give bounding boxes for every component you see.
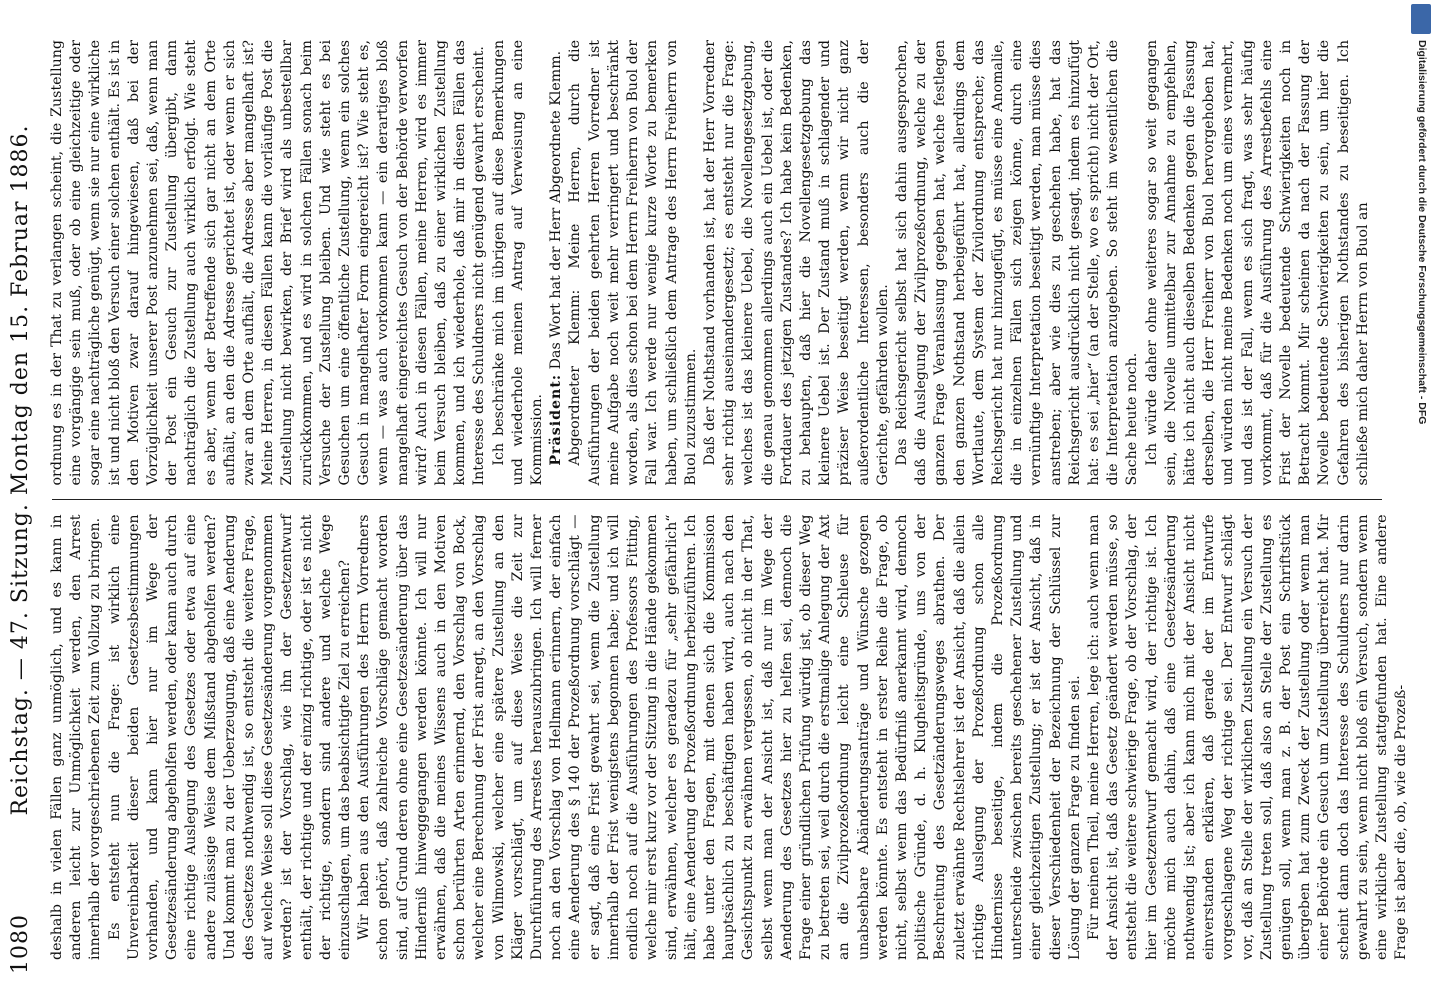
paragraph: Das Reichsgericht selbst hat sich dahin ausgesprochen, daß die Auslegung der Zivilprozeßordnung, welche zu der ganzen Frage Veranlassung gegeben hat, welche festlegen den ganzen Nothstand herbeigeführt hat, allerdings dem Wortlaute, dem System der Zivilordnung entspreche; das Reichsgericht hat nur hinzugefügt, es müsse eine Anomalie, die in einzelnen Fällen sich zeigen könne, durch eine vernünftige Interpretation beseitigt werden, man müsse dies anstreben; aber wie dies zu geschehen habe, hat das Reichsgericht ausdrücklich nicht gesagt, indem es hinzufügt hat: es sei „hier“ (an der Stelle, wo es spricht) nicht der Ort, die Interpretation anzugeben. So steht im wesentlichen die Sache heute noch. — [893, 40, 1141, 486]
paragraph: ordnung es in der That zu verlangen scheint, die Zustellung eine vorgängige sein muß, oder ob eine gleichzeitige oder sogar eine nachträgliche genügt, wenn sie nur eine wirkliche ist und nicht bloß den Versuch einer solchen enthält. Es ist in den Motiven zwar darauf hingewiesen, daß bei der Vorzüglichkeit unserer Post anzunehmen sei, daß, wenn man der Post ein Gesuch zur Zustellung übergibt, dann nachträglich die Zustellung auch wirklich erfolgt. Wie steht es aber, wenn der Betreffende sich gar nicht an dem Orte aufhält, an den die Adresse gerichtet ist, oder wenn er sich zwar an dem Orte aufhält, die Adresse aber mangelhaft ist? Meine Herren, in diesen Fällen kann die vorläufige Post die Zustellung nicht bewirken, der Brief wird als unbestellbar zurückkommen, und es wird in solchen Fällen sonach beim Versuche der Zustellung bleiben. Und wie steht es bei Gesuchen um eine öffentliche Zustellung, wenn ein solches Gesuch in mangelhafter Form eingereicht ist? Wie steht es, wenn — was auch vorkommen kann — ein derartiges bloß mangelhaft eingereichtes Gesuch von der Behörde verworfen wird? Auch in diesen Fällen, meine Herren, wird es immer beim Versuch bleiben, daß zu einer wirklichen Zustellung kommen, und ich wiederhole, daß mir in diesen Fällen das Interesse des Schuldners nicht genügend gewahrt erscheint. — [49, 40, 488, 486]
running-head — [8, 26, 48, 974]
paragraph: Ich würde daher ohne weiteres sogar so weit gegangen sein, die Novelle unmittelbar zur Annahme zu empfehlen, hätte ich nicht auch dieselben Bedenken gegen die Fassung derselben, die Herr Freiherr von Buol hervorgehoben hat, und würden nicht meine Bedenken noch um eines vermehrt, und das ist der Fall, wenn es sich fragt, was sehr häufig vorkommt, daß für die Ausführung des Arrestbefehls eine Frist der Novelle bedeutende Schwierigkeiten noch in Betracht kommt. Mir scheinen da nach der Fassung der Novelle bedeutende Schwierigkeiten zu sein, um hier die Gefahren des bisherigen Nothstandes zu beseitigen. Ich schließe mich daher Herrn von Buol an — [1143, 40, 1371, 486]
paragraph: Ich beschränke mich im übrigen auf diese Bemerkungen und wiederhole meinen Antrag auf Verweisung an eine Kommission. — [490, 40, 546, 486]
running-title: Reichstag. — 47. Sitzung. Montag den 15. Februar 1886. — [8, 124, 33, 816]
left-column — [48, 501, 1410, 975]
right-column — [48, 26, 1388, 500]
paragraph: Es entsteht nun die Frage: ist wirklich eine Unvereinbarkeit dieser beiden Gesetzesbestimmungen vorhanden, und kann hier nur im Wege der Gesetzesänderung abgeholfen werden, oder kann auch durch eine richtige Auslegung des Gesetzes oder etwa auf eine andere zulässige Weise dem Mißstand abgeholfen werden? Und kommt man zu der Ueberzeugung, daß eine Aenderung des Gesetzes nothwendig ist, so entsteht die weitere Frage, auf welche Weise soll diese Gesetzesänderung vorgenommen werden? ist der Vorschlag, wie ihn der Gesetzentwurf enthält, der richtige und der einzig richtige, oder ist es nicht der richtige, sondern sind andere und welche Wege einzuschlagen, um das beabsichtigte Ziel zu erreichen? — [106, 514, 354, 960]
text-columns — [48, 26, 1410, 974]
president-text: Das Wort hat der Herr Abgeordnete Klemm. — [548, 50, 565, 370]
column-divider — [52, 500, 1382, 501]
dfg-logo-icon — [1411, 4, 1431, 34]
paragraph: Daß der Nothstand vorhanden ist, hat der Herr Vorredner sehr richtig auseinandergesetzt; es entsteht nur die Frage: welches ist das kleinere Uebel, die Novellengesetzgebung, die genau genommen allerdings auch ein Uebel ist, oder die Fortdauer des jetzigen Zustandes? Ich habe kein Bedenken, zu behaupten, daß hier die Novellengesetzgebung das kleinere Uebel ist. Der Zustand muß in schlagender und präziser Weise beseitigt werden, wenn wir nicht ganz außerordentliche Interessen, besonders auch die der Gerichte, gefährden wollen. — [701, 40, 891, 486]
president-line — [547, 40, 566, 486]
paragraph: deshalb in vielen Fällen ganz unmöglich, und es kann in anderen leicht zur Unmöglichkeit werden, den Arrest innerhalb der vorgeschriebenen Zeit zum Vollzug zu bringen. — [49, 514, 104, 960]
paragraph: Abgeordneter Klemm: Meine Herren, durch die Ausführungen der beiden geehrten Herren Vorredner ist meine Aufgabe noch weit mehr verringert und beschränkt worden, als dies schon bei dem Herrn Freiherrn von Buol der Fall war. Ich werde nur wenige kurze Worte zu bemerken haben, um schließlich dem Antrage des Herrn Freiherrn von Buol zuzustimmen. — [567, 40, 699, 486]
dfg-side-banner — [1410, 0, 1432, 1000]
dfg-credit-text: Digitalisierung gefördert durch die Deutsche Forschungsgemeinschaft - DFG — [1416, 40, 1428, 425]
page-number: 1080 — [8, 914, 33, 974]
paragraph: Für meinen Theil, meine Herren, lege ich: auch wenn man der Ansicht ist, daß das Gesetz geändert werden müsse, so entsteht die weitere schwierige Frage, ob der Vorschlag, der hier im Gesetzentwurf gemacht wird, der richtige ist. Ich möchte mich auch dahin, daß eine Gesetzesänderung nothwendig ist; aber ich kann mich mit der Ansicht nicht einverstanden erklären, daß gerade der im Entwurfe vorgeschlagene Weg der richtige sei. Der Entwurf schlägt vor, daß an Stelle der wirklichen Zustellung ein Versuch der Zustellung treten soll, daß also an Stelle der Zustellung es genügen soll, wenn man z. B. der Post ein Schriftstück übergeben hat zum Zweck der Zustellung oder wenn man einer Behörde ein Gesuch um Zustellung überreicht hat. Mir scheint dann doch das Interesse des Schuldners nur darin gewahrt zu sein, wenn nicht bloß ein Versuch, sondern wenn eine wirkliche Zustellung stattgefunden hat. Eine andere Frage ist aber die, ob, wie die Prozeß- — [1085, 514, 1410, 960]
paragraph: Wir haben aus den Ausführungen des Herrn Vorredners schon gehört, daß zahlreiche Vorschläge gemacht worden sind, auf Grund deren ohne eine Gesetzesänderung über das Hinderniß hinweggegangen werden könnte. Ich will nur erwähnen, daß die meines Wissens auch in den Motiven schon berührten Arten erinnernd, den Vorschlag von Bock, welcher eine Berechnung der Frist anregt, an den Vorschlag von Wilmowski, welcher eine spätere Zustellung an den Kläger vorschlägt, um auf diese Weise die Zeit zur Durchführung des Arrestes herauszubringen. Ich will ferner noch an den Vorschlag von Hellmann erinnern, der einfach eine Aenderung des § 140 der Prozeßordnung vorschlägt — er sagt, daß eine Frist gewahrt sei, wenn die Zustellung innerhalb der Frist wenigstens begonnen habe; und ich will endlich noch auf die Ausführungen des Professors Fitting, welche mir erst kurz vor der Sitzung in die Hände gekommen sind, erwähnen, welcher es geradezu für „sehr gefährlich“ hält, eine Aenderung der Prozeßordnung herbeizuführen. Ich habe unter den Fragen, mit denen sich die Kommission hauptsächlich zu beschäftigen haben wird, auch nach den Gesichtspunkt zu erwähnen vergessen, ob nicht in der That, selbst wenn man der Ansicht ist, daß nur im Wege der Aenderung des Gesetzes hier zu helfen sei, dennoch die Frage einer gründlichen Prüfung würdig ist, ob dieser Weg zu betreten sei, weil durch die erstmalige Anlegung der Axt an die Zivilprozeßordnung leicht eine Schleuse für unabsehbare Abänderungsanträge und Wünsche gezogen werden könnte. Es entsteht in erster Reihe die Frage, ob nicht, selbst wenn das Bedürfniß anerkannt wird, dennoch politische Gründe, d. h. Klugheitsgründe, uns von der Beschreitung des Gesetzänderungsweges abrathen. Der zuletzt erwähnte Rechtslehrer ist der Ansicht, daß die allein richtige Auslegung der Prozeßordnung schon alle Hindernisse beseitige, indem die Prozeßordnung unterscheide zwischen bereits geschehener Zustellung und einer gleichzeitigen Zustellung; er ist der Ansicht, daß in dieser Verschiedenheit der Bezeichnung der Schlüssel zur Lösung der ganzen Frage zu finden sei. — [356, 514, 1083, 960]
speaker-label: Präsident: — [548, 373, 565, 466]
